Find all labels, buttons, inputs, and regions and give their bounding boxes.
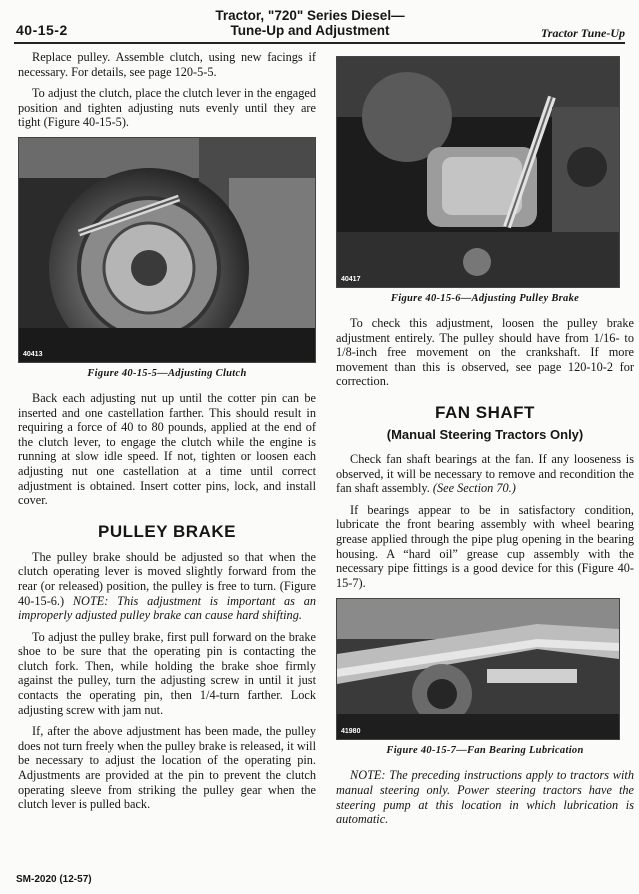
section-reference: (See Section 70.) [432,481,516,496]
paragraph-replace-pulley: Replace pulley. Assemble clutch, using new facings if necessary. For details, see page 120-5-5. [18,50,316,79]
paragraph-back-adjusting-nut: Back each adjusting nut up until the cotter pin can be inserted and one castellation farther. This should result in requiring a force of 40 to 80 pounds, applied at the end of the clutch lever, to engage the clutch while the engine is running at slow idle speed. If not, tighten or loosen each adjusting nut one castellation at a time until correct adjustment is obtained. Insert cotter pins, lock, and install cover. [18,390,316,508]
paragraph-adjust-pulley-brake: To adjust the pulley brake, first pull forward on the brake shoe to be sure that the operating pin is contacting the clutch fork. Then, while holding the brake shoe firmly against the pulley, turn the adjusting screw in until it just contacts the operating pin, then 1/4-turn farther. Lock adjusting screw with jam nut. [18,629,316,717]
left-column [18,50,316,819]
paragraph-pulley-brake [18,550,316,623]
fan-bearings-text: Check fan shaft bearings at the fan. If any looseness is observed, it will be necessary to remove and recondition the fan shaft assembly. [336,451,634,496]
paragraph-operating-pin: If, after the above adjustment has been made, the pulley does not turn freely when the pulley brake is released, it will be necessary to adjust the location of the operating pin. Adjustments are provided at the pin to prevent the clutch operating sleeve from striking the pulley gear when the clutch lever is pulled back. [18,724,316,812]
figure-code: 41980 [341,728,361,736]
paragraph-fan-bearings [336,452,634,496]
figure-code: 40417 [341,276,361,283]
page-title [180,8,440,38]
figure-adjusting-clutch-photo [18,137,316,363]
fan-bearing-photo-graphic [337,599,619,739]
title-line-1: Tractor, "720" Series Diesel— [215,8,405,23]
header-rule [14,42,625,44]
pulley-brake-note: NOTE: This adjustment is important as an improperly adjusted pulley brake can cause hard shifting. [18,593,316,623]
figure-caption: Figure 40-15-7—Fan Bearing Lubrication [386,745,584,757]
section-tag: Tractor Tune-Up [540,26,625,40]
figure-fan-bearing-photo [336,598,620,740]
figure-caption: Figure 40-15-5—Adjusting Clutch [87,367,247,379]
paragraph-adjust-clutch: To adjust the clutch, place the clutch lever in the engaged position and tighten adjusting nuts evenly until they are tight (Figure 40-15-5). [18,86,316,130]
figure-pulley-brake-photo [336,56,620,288]
footer-code: SM-2020 (12-57) [16,874,92,885]
paragraph-note-manual-steering: NOTE: The preceding instructions apply to tractors with manual steering only. Power steering tractors have the steering pump at this location in which lubrication is automatic. [336,768,634,827]
pulley-brake-photo-graphic [337,57,619,287]
figure-caption: Figure 40-15-6—Adjusting Pulley Brake [390,293,580,304]
subheading-manual-steering: (Manual Steering Tractors Only) [386,426,584,442]
title-line-2: Tune-Up and Adjustment [230,23,390,38]
paragraph-lubricate: If bearings appear to be in satisfactory condition, lubricate the front bearing assembly with wheel bearing grease applied through the pipe plug opening in the bearing housing. A “hard oil” grease cup assembly with the necessary pipe fittings is a good device for this (Figure 40-15-7). [336,502,634,590]
paragraph-check-adjustment: To check this adjustment, loosen the pulley brake adjustment entirely. The pulley should have from 1/16- to 1/8-inch free movement on the crankshaft. If more movement than this is observed, see page 120-10-2 for correction. [336,316,634,389]
heading-fan-shaft: FAN SHAFT [435,402,535,422]
heading-pulley-brake: PULLEY BRAKE [98,521,236,541]
right-column [336,56,634,834]
clutch-photo-graphic [19,138,315,362]
page-number: 40-15-2 [16,22,68,38]
figure-code: 40413 [23,350,43,358]
page-header [0,0,639,44]
pulley-brake-text: The pulley brake should be adjusted so that when the clutch operating lever is moved slightly forward from the rear (or released) position, the pulley is free to turn. (Figure 40-15-6.) [18,549,316,608]
